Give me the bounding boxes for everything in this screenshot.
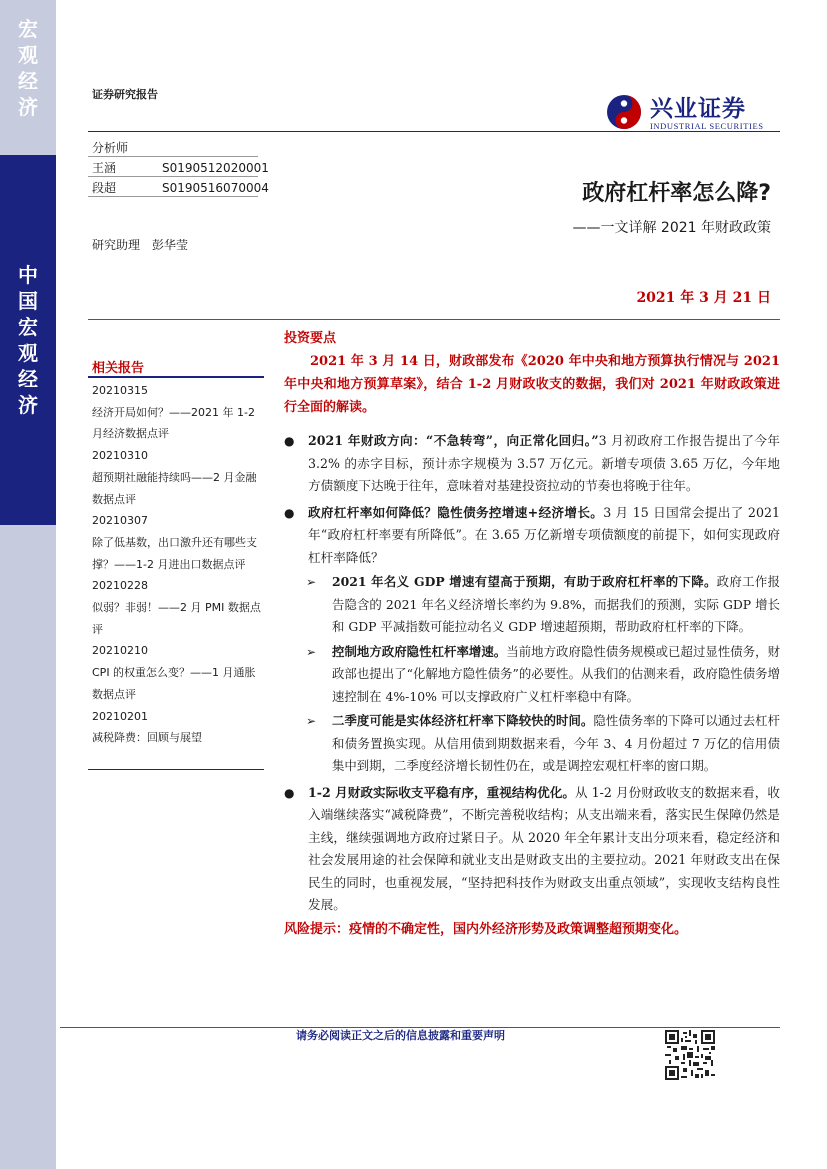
report-date: 2021 年 3 月 21 日 [636, 290, 771, 306]
bullet-text: 3 月初政府工作报告提出了今年 3.2% 的赤字目标，预计赤字规模为 3.57 万亿元。新增专项债 3.65 万亿，今年地方债额度下达晚于往年，意味着对基建投资拉动的节奏也将晚于往年。 [308, 433, 780, 493]
analyst-code: S0190512020001 [162, 161, 269, 175]
risk-warning: 风险提示：疫情的不确定性，国内外经济形势及政策调整超预期变化。 [284, 921, 688, 937]
bullet-point [284, 782, 780, 917]
sub-point-text: 当前地方政府隐性债务规模或已超过显性债务，财政部也提出了“化解地方隐性债务”的必要性。从我们的估测来看，政府隐性债务增速控制在 4%-10% 可以支撑政府广义杠杆率稳中有降。 [332, 643, 781, 704]
arrow-bullet-icon: ➢ [306, 714, 317, 728]
analyst-name: 段超 [92, 181, 117, 195]
bullet-icon: ● [284, 505, 295, 520]
assistant-name: 彭华莹 [152, 238, 189, 252]
sub-point-lead: 二季度可能是实体经济杠杆率下降较快的时间。 [332, 713, 594, 728]
related-report-date: 20210307 [92, 514, 148, 528]
related-report-title: 经济开局如何？——2021 年 1-2 月经济数据点评 [92, 405, 255, 441]
related-report-title: 超预期社融能持续吗——2 月金融数据点评 [92, 470, 257, 506]
related-report-item[interactable] [92, 445, 262, 510]
analyst-divider [88, 176, 258, 177]
company-logo-cn: 兴业证券 [650, 96, 746, 122]
related-report-date: 20210310 [92, 449, 148, 463]
sub-point [284, 641, 780, 709]
related-report-date: 20210201 [92, 709, 148, 723]
related-report-date: 20210210 [92, 644, 148, 658]
intro-paragraph: 2021 年 3 月 14 日，财政部发布《2020 年中央和地方预算执行情况与 2021 年中央和地方预算草案》，结合 1-2 月财政收支的数据，我们对 2021 年财政政策进行全面的解读。 [284, 354, 780, 415]
related-reports-title: 相关报告 [92, 361, 145, 376]
bullet-text: 从 1-2 月份财政收支的数据来看，收入端继续落实“减税降费”，不断完善税收结构；从支出端来看，落实民生保障仍然是主线，继续强调地方政府过紧日子。从 2020 年全年累计支出分项来看，稳定经济和社会发展用途的社会保障和就业支出是财政支出的主要拉动。2021 年财政支出在保民生的同时，也重视发展，“坚持把科技作为财政支出重点领域”，实现收支结构良性发展。 [308, 784, 780, 912]
investment-highlights [284, 330, 780, 941]
sub-point [284, 710, 780, 778]
bullet-lead: 政府杠杆率如何降低？隐性债务控增速+经济增长。 [308, 504, 604, 520]
company-logo-en: INDUSTRIAL SECURITIES [650, 121, 764, 131]
related-report-item[interactable] [92, 380, 262, 445]
company-logo [606, 92, 781, 134]
related-reports-divider [88, 376, 264, 378]
related-report-date: 20210315 [92, 384, 148, 397]
footer-disclaimer: 请务必阅读正文之后的信息披露和重要声明 [296, 1029, 505, 1042]
side-label-macro-economy: 宏 观 经 济 [18, 17, 38, 119]
related-report-title: 似弱？非弱！——2 月 PMI 数据点评 [92, 601, 261, 636]
sub-point [284, 571, 780, 639]
related-report-item[interactable] [92, 575, 262, 640]
related-reports-bottom-divider [88, 769, 264, 770]
side-label-china-macro-economy: 中 国 宏 观 经 济 [18, 263, 38, 417]
related-reports-list [92, 380, 262, 749]
qr-code-icon [665, 1030, 715, 1080]
research-assistant [92, 236, 188, 253]
related-report-title: 减税降费：回顾与展望 [92, 731, 202, 745]
report-subtitle: ——一文详解 2021 年财政政策 [572, 220, 771, 236]
analyst-divider [88, 156, 258, 157]
assistant-label: 研究助理 [92, 238, 141, 252]
arrow-bullet-icon: ➢ [306, 575, 317, 589]
arrow-bullet-icon: ➢ [306, 644, 317, 659]
bullet-point [284, 430, 780, 498]
analyst-divider [88, 196, 258, 197]
sub-point-lead: 控制地方政府隐性杠杆率增速。 [332, 643, 507, 659]
related-report-title: 除了低基数，出口激升还有哪些支撑？——1-2 月进出口数据点评 [92, 535, 257, 571]
bullet-icon: ● [284, 434, 295, 448]
header-divider [88, 131, 780, 132]
sub-point-lead: 2021 年名义 GDP 增速有望高于预期，有助于政府杠杆率的下降。 [332, 574, 717, 589]
related-report-title: CPI 的权重怎么变？——1 月通胀数据点评 [92, 666, 256, 701]
side-band-bottom [0, 525, 56, 1169]
related-report-item[interactable] [92, 706, 262, 749]
analyst-code: S0190516070004 [162, 181, 269, 195]
bullet-lead: 2021 年财政方向：“不急转弯”，向正常化回归。” [308, 433, 599, 448]
sub-point-text: 隐性债务率的下降可以通过去杠杆和债务置换实现。从信用债到期数据来看，今年 3、4 月份超过 7 万亿的信用债集中到期，二季度经济增长韧性仍在，或是调控宏观杠杆率的窗口期。 [332, 713, 781, 773]
section-title: 投资要点 [284, 331, 337, 346]
related-report-item[interactable] [92, 510, 262, 575]
bullet-point [284, 502, 780, 570]
company-logo-icon [606, 94, 642, 130]
report-type-label: 证券研究报告 [92, 88, 158, 101]
analyst-name: 王涵 [92, 161, 117, 175]
sub-point-text: 政府工作报告隐含的 2021 年名义经济增长率约为 9.8%，而据我们的预测，实际 GDP 增长和 GDP 平减指数可能拉动名义 GDP 增速超预期，帮助政府杠杆率的下降。 [332, 574, 780, 634]
bullet-lead: 1-2 月财政实际收支平稳有序，重视结构优化。 [308, 784, 575, 800]
date-divider [88, 319, 780, 320]
related-report-date: 20210228 [92, 579, 148, 593]
related-report-item[interactable] [92, 640, 262, 705]
report-title: 政府杠杆率怎么降? [582, 181, 771, 206]
bullet-text: 3 月 15 日国常会提出了 2021 年“政府杠杆率要有所降低”。在 3.65 万亿新增专项债额度的前提下，如何实现政府杠杆率降低？ [308, 504, 780, 565]
bullet-icon: ● [284, 785, 295, 800]
